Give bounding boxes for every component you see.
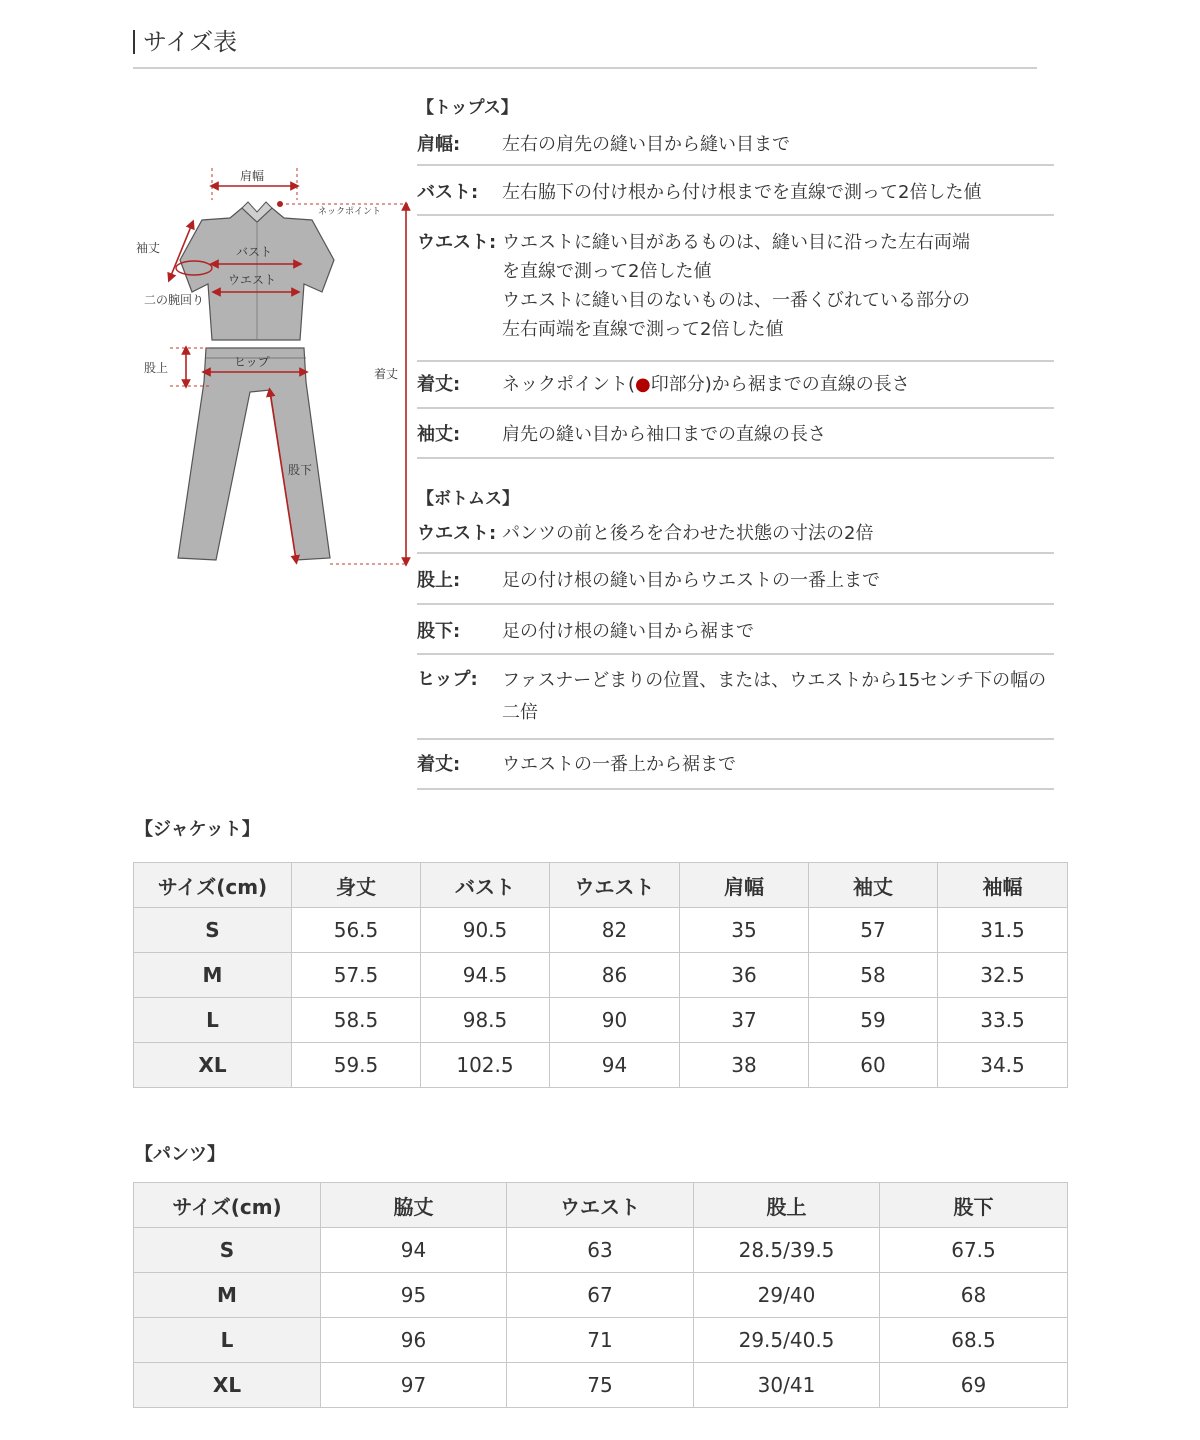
def-term: 股下: [417, 621, 461, 642]
def-term: 着丈: [417, 754, 461, 775]
label-shoulder: 肩幅 [240, 169, 265, 183]
table-cell: 29/40 [694, 1273, 880, 1318]
header-cell: 股上 [694, 1183, 880, 1228]
page-title-text: サイズ表 [143, 28, 238, 56]
def-term: 着丈: [417, 374, 461, 395]
table-cell: 68.5 [880, 1318, 1068, 1363]
table-cell: 98.5 [421, 998, 550, 1043]
title-divider [133, 67, 1037, 69]
header-cell: ウエスト [550, 863, 680, 908]
table-cell: 75 [507, 1363, 694, 1408]
table-cell: 32.5 [938, 953, 1068, 998]
table-cell: 90 [550, 998, 680, 1043]
header-cell: バスト [421, 863, 550, 908]
size-cell: M [134, 953, 292, 998]
size-cell: XL [134, 1363, 321, 1408]
table-cell: 82 [550, 908, 680, 953]
table-cell: 57 [809, 908, 938, 953]
table-cell: 29.5/40.5 [694, 1318, 880, 1363]
measurement-diagram-svg [130, 160, 415, 580]
table-cell: 59.5 [292, 1043, 421, 1088]
table-cell: 58.5 [292, 998, 421, 1043]
table-row [134, 1273, 1068, 1318]
table-cell: 30/41 [694, 1363, 880, 1408]
table-row [134, 908, 1068, 953]
def-term: ウエスト: [417, 523, 497, 544]
bottoms-heading: 【ボトムス】 [417, 489, 519, 509]
label-upper-arm: 二の腕回り [144, 293, 205, 307]
header-cell: 股下 [880, 1183, 1068, 1228]
table-cell: 86 [550, 953, 680, 998]
measurement-diagram [130, 160, 415, 580]
table-cell: 36 [680, 953, 809, 998]
table-cell: 90.5 [421, 908, 550, 953]
table-cell: 67.5 [880, 1228, 1068, 1273]
table-row [134, 1318, 1068, 1363]
label-waist: ウエスト [228, 273, 277, 287]
header-cell: 脇丈 [321, 1183, 507, 1228]
def-desc: ファスナーどまりの位置、または、ウエストから15センチ下の幅の 二倍 [502, 670, 1047, 723]
def-desc: 足の付け根の縫い目から裾まで [502, 621, 754, 642]
header-cell: サイズ(cm) [134, 863, 292, 908]
table-row [134, 998, 1068, 1043]
table-cell: 35 [680, 908, 809, 953]
table-cell: 59 [809, 998, 938, 1043]
page-title [133, 26, 237, 58]
header-cell: 肩幅 [680, 863, 809, 908]
table-cell: 95 [321, 1273, 507, 1318]
def-term: ウエスト: [417, 232, 497, 253]
table-cell: 94 [321, 1228, 507, 1273]
size-cell: M [134, 1273, 321, 1318]
table-cell: 28.5/39.5 [694, 1228, 880, 1273]
table-cell: 102.5 [421, 1043, 550, 1088]
table-cell: 67 [507, 1273, 694, 1318]
table-header-row [134, 1183, 1068, 1228]
table-row [134, 1228, 1068, 1273]
def-desc: 肩先の縫い目から袖口までの直線の長さ [502, 424, 826, 445]
label-inseam: 股下 [288, 463, 313, 477]
def-row [417, 409, 1054, 459]
table-row [134, 1043, 1068, 1088]
table-row [134, 953, 1068, 998]
def-row [417, 519, 1054, 554]
table-cell: 63 [507, 1228, 694, 1273]
table-cell: 57.5 [292, 953, 421, 998]
table-cell: 71 [507, 1318, 694, 1363]
table-cell: 31.5 [938, 908, 1068, 953]
header-cell: 袖幅 [938, 863, 1068, 908]
table-cell: 94 [550, 1043, 680, 1088]
def-row [417, 216, 1054, 362]
table-cell: 68 [880, 1273, 1068, 1318]
header-cell: 身丈 [292, 863, 421, 908]
def-desc: ウエストの一番上から裾まで [502, 754, 736, 775]
def-desc: パンツの前と後ろを合わせた状態の寸法の2倍 [502, 523, 874, 544]
table-cell: 37 [680, 998, 809, 1043]
label-rise: 股上 [144, 361, 169, 375]
def-term: 股上: [417, 570, 461, 591]
garment-pants [178, 348, 330, 560]
table-cell: 69 [880, 1363, 1068, 1408]
neck-point-dot-icon: ● [635, 374, 651, 395]
table-cell: 97 [321, 1363, 507, 1408]
def-desc: ネックポイント(●印部分)から裾までの直線の長さ [502, 374, 910, 395]
header-cell: ウエスト [507, 1183, 694, 1228]
size-cell: L [134, 998, 292, 1043]
def-row [417, 166, 1054, 216]
pants-size-table [133, 1182, 1068, 1408]
def-row [417, 128, 1054, 166]
table-row [134, 1363, 1068, 1408]
table-cell: 38 [680, 1043, 809, 1088]
pants-table-title: 【パンツ】 [135, 1144, 225, 1165]
table-cell: 58 [809, 953, 938, 998]
label-length: 着丈 [374, 367, 399, 381]
table-cell: 34.5 [938, 1043, 1068, 1088]
def-term: 袖丈: [417, 424, 461, 445]
def-row [417, 655, 1054, 740]
def-term: バスト: [417, 182, 479, 203]
def-row [417, 605, 1054, 655]
size-cell: S [134, 1228, 321, 1273]
table-cell: 94.5 [421, 953, 550, 998]
table-cell: 96 [321, 1318, 507, 1363]
tops-heading: 【トップス】 [417, 98, 518, 118]
table-cell: 56.5 [292, 908, 421, 953]
def-desc: ウエストに縫い目があるものは、縫い目に沿った左右両端 を直線で測って2倍した値 ウエストに縫い目のないものは、一番くびれている部分の 左右両端を直線で測って2倍した値 [502, 232, 970, 340]
def-desc: 足の付け根の縫い目からウエストの一番上まで [502, 570, 880, 591]
def-row [417, 362, 1054, 409]
measurement-definitions [417, 92, 1054, 790]
def-row [417, 740, 1054, 790]
def-term: 肩幅: [417, 134, 461, 155]
def-row [417, 554, 1054, 605]
header-cell: サイズ(cm) [134, 1183, 321, 1228]
table-header-row [134, 863, 1068, 908]
def-term: ヒップ: [417, 669, 478, 690]
table-cell: 33.5 [938, 998, 1068, 1043]
label-neck-point: ネックポイント [318, 207, 382, 217]
header-cell: 袖丈 [809, 863, 938, 908]
label-hip: ヒップ [234, 355, 270, 369]
jacket-table-title: 【ジャケット】 [135, 819, 260, 840]
label-sleeve: 袖丈 [136, 241, 161, 255]
jacket-size-table [133, 862, 1068, 1088]
size-cell: S [134, 908, 292, 953]
def-desc: 左右の肩先の縫い目から縫い目まで [502, 134, 790, 155]
table-cell: 60 [809, 1043, 938, 1088]
def-desc: 左右脇下の付け根から付け根までを直線で測って2倍した値 [502, 182, 982, 203]
size-cell: L [134, 1318, 321, 1363]
size-cell: XL [134, 1043, 292, 1088]
label-bust: バスト [236, 245, 273, 259]
title-bar [133, 30, 135, 54]
